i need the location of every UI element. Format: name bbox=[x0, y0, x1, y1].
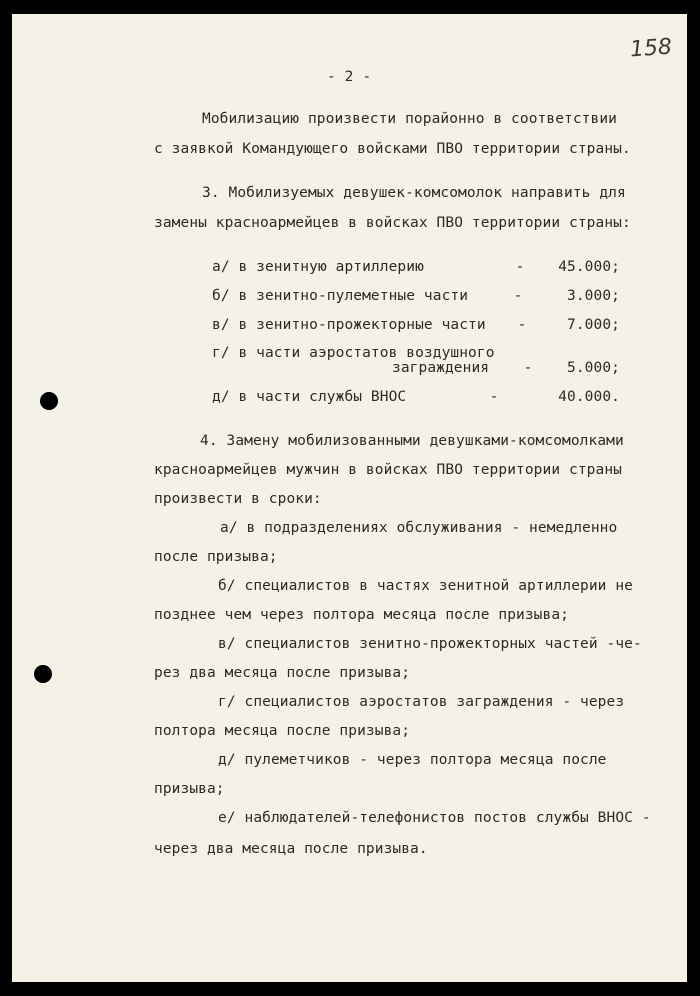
deadline-d-line-2: призыва; bbox=[154, 781, 225, 797]
allocation-dash: - bbox=[523, 360, 533, 376]
allocation-dash: - bbox=[517, 317, 527, 333]
allocation-dash: - bbox=[489, 389, 499, 405]
allocation-value: 40.000. bbox=[558, 389, 620, 405]
allocation-label: а/ в зенитную артиллерию bbox=[212, 259, 424, 275]
page-number: - 2 - bbox=[327, 69, 372, 85]
deadline-v-line-2: рез два месяца после призыва; bbox=[154, 665, 411, 681]
punch-hole bbox=[34, 665, 52, 683]
item4-line-2: красноармейцев мужчин в войсках ПВО территории страны bbox=[154, 462, 622, 478]
item4-line-3: произвести в сроки: bbox=[154, 491, 322, 507]
item3-line-1: 3. Мобилизуемых девушек-комсомолок направить для bbox=[202, 185, 626, 201]
allocation-label: д/ в части службы ВНОС bbox=[212, 389, 407, 405]
item4-line-1: 4. Замену мобилизованными девушками-комсомолками bbox=[200, 433, 624, 449]
deadline-a-line-2: после призыва; bbox=[154, 549, 278, 565]
deadline-a-line-1: а/ в подразделениях обслуживания - немедленно bbox=[220, 520, 618, 536]
handwritten-page-number: 158 bbox=[629, 34, 673, 63]
allocation-dash: - bbox=[515, 259, 525, 275]
intro-line-2: с заявкой Командующего войсками ПВО территории страны. bbox=[154, 141, 631, 157]
deadline-b-line-1: б/ специалистов в частях зенитной артиллерии не bbox=[218, 578, 633, 594]
item3-line-2: замены красноармейцев в войсках ПВО территории страны: bbox=[154, 215, 631, 231]
allocation-value: 45.000; bbox=[558, 259, 620, 275]
punch-hole bbox=[40, 392, 58, 410]
allocation-value: 5.000; bbox=[567, 360, 620, 376]
allocation-value: 3.000; bbox=[567, 288, 620, 304]
allocation-dash: - bbox=[513, 288, 523, 304]
allocation-label: в/ в зенитно-прожекторные части bbox=[212, 317, 486, 333]
deadline-e-line-1: е/ наблюдателей-телефонистов постов службы ВНОС - bbox=[218, 810, 651, 826]
allocation-label-continued: заграждения bbox=[392, 360, 490, 376]
deadline-g-line-2: полтора месяца после призыва; bbox=[154, 723, 411, 739]
deadline-b-line-2: позднее чем через полтора месяца после призыва; bbox=[154, 607, 569, 623]
deadline-e-line-2: через два месяца после призыва. bbox=[154, 841, 428, 857]
deadline-d-line-1: д/ пулеметчиков - через полтора месяца после bbox=[218, 752, 607, 768]
allocation-label: г/ в части аэростатов воздушного bbox=[212, 345, 495, 361]
deadline-v-line-1: в/ специалистов зенитно-прожекторных частей -че- bbox=[218, 636, 642, 652]
deadline-g-line-1: г/ специалистов аэростатов заграждения - через bbox=[218, 694, 625, 710]
intro-line-1: Мобилизацию произвести порайонно в соответствии bbox=[202, 111, 617, 127]
allocation-value: 7.000; bbox=[567, 317, 620, 333]
document-page bbox=[12, 14, 687, 982]
allocation-label: б/ в зенитно-пулеметные части bbox=[212, 288, 469, 304]
